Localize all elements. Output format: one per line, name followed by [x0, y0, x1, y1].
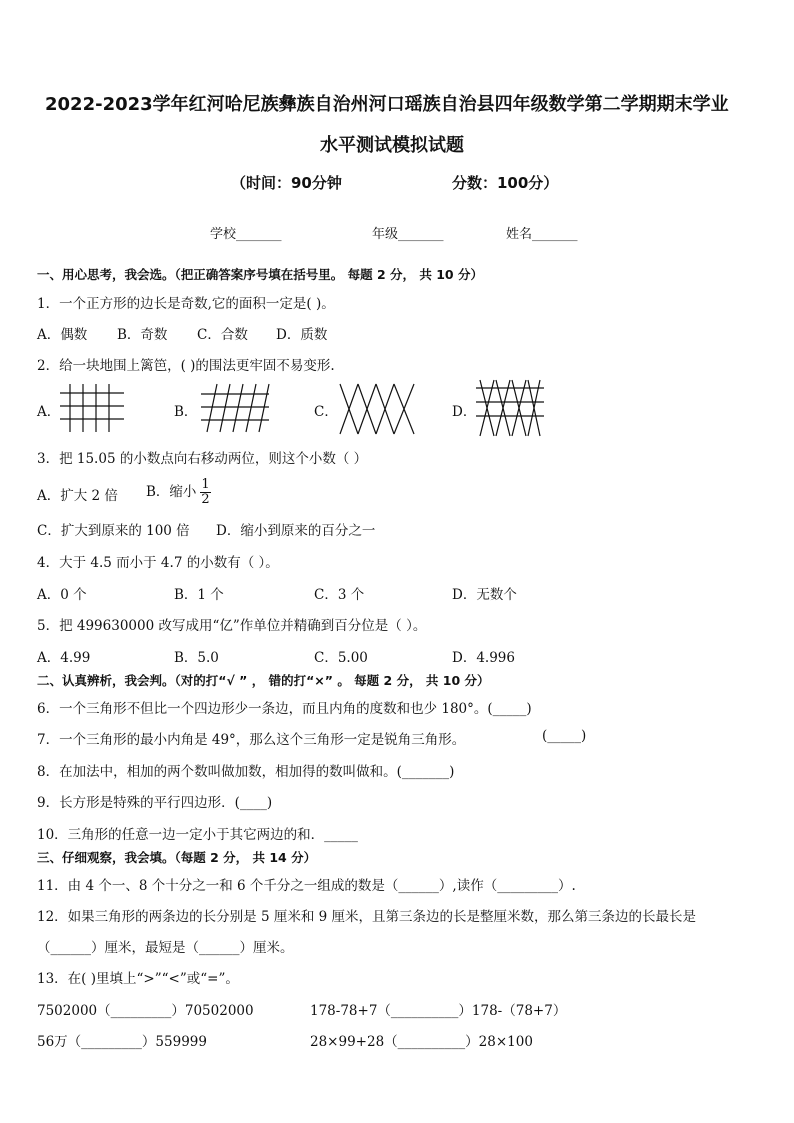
question-4: 4．大于 4.5 而小于 4.7 的小数有（ ）。 — [37, 555, 279, 571]
q1-option-b: B．奇数 — [117, 327, 168, 343]
grade-field: 年级_______ — [372, 227, 444, 242]
school-field: 学校_______ — [210, 227, 282, 242]
q2-option-a: A． — [37, 404, 61, 420]
question-1: 1．一个正方形的边长是奇数,它的面积一定是( )。 — [37, 296, 335, 312]
exam-score: 分数：100分） — [452, 174, 559, 192]
q1-option-c: C．合数 — [197, 327, 248, 343]
q5-option-c: C．5.00 — [314, 650, 368, 666]
question-12-line1: 12．如果三角形的两条边的长分别是 5 厘米和 9 厘米，且第三条边的长是整厘米数，那么第三条边的长最长是 — [37, 909, 697, 925]
fraction-one-half — [200, 478, 210, 507]
name-field: 姓名_______ — [506, 227, 578, 242]
square-grid-fence-image — [58, 382, 128, 434]
parallelogram-fence-image — [199, 382, 271, 434]
triangle-fence-image — [474, 378, 546, 438]
section3-heading: 三、仔细观察，我会填。（每题 2 分， 共 14 分） — [37, 850, 317, 865]
q13-row1-right: 178-78+7（__________）178-（78+7） — [310, 1003, 567, 1019]
q7-answer-blank[interactable]: (_____) — [542, 728, 587, 744]
q4-option-c: C．3 个 — [314, 587, 365, 603]
section2-heading: 二、认真辨析，我会判。（对的打“√ ” ， 错的打“×” 。 每题 2 分， 共 10 分） — [37, 673, 490, 688]
fraction-denominator: 2 — [201, 492, 210, 507]
q3-option-a: A．扩大 2 倍 — [37, 488, 118, 504]
q2-option-c: C． — [314, 404, 338, 420]
crossed-diagonal-fence-image — [338, 382, 418, 436]
page-title-line1: 2022-2023学年红河哈尼族彝族自治州河口瑶族自治县四年级数学第二学期期末学业 — [45, 94, 729, 115]
q4-option-b: B．1 个 — [174, 587, 224, 603]
q2-option-d: D． — [452, 404, 477, 420]
q5-option-a: A．4.99 — [37, 650, 91, 666]
question-2: 2．给一块地围上篱笆，( )的围法更牢固不易变形. — [37, 358, 335, 374]
exam-time: （时间：90分钟 — [231, 174, 342, 192]
q13-row2-left: 56万（_________）559999 — [37, 1034, 207, 1050]
q13-row1-left: 7502000（_________）70502000 — [37, 1003, 254, 1019]
question-6: 6．一个三角形不但比一个四边形少一条边，而且内角的度数和也少 180°。(_____) — [37, 701, 532, 717]
question-7: 7．一个三角形的最小内角是 49°，那么这个三角形一定是锐角三角形。 — [37, 732, 466, 748]
q5-option-b: B．5.0 — [174, 650, 219, 666]
q3-option-c: C．扩大到原来的 100 倍 — [37, 523, 190, 539]
q4-option-a: A．0 个 — [37, 587, 87, 603]
q4-option-d: D．无数个 — [452, 587, 517, 603]
q2-option-b: B． — [174, 404, 198, 420]
q13-row2-right: 28×99+28（__________）28×100 — [310, 1034, 533, 1050]
question-5: 5．把 499630000 改写成用“亿”作单位并精确到百分位是（ ）。 — [37, 618, 427, 634]
question-8: 8．在加法中，相加的两个数叫做加数，相加得的数叫做和。(_______) — [37, 764, 455, 780]
page-title-line2: 水平测试模拟试题 — [320, 135, 464, 156]
question-3: 3．把 15.05 的小数点向右移动两位，则这个小数（ ） — [37, 451, 368, 467]
question-11: 11．由 4 个一、8 个十分之一和 6 个千分之一组成的数是（______）,读作（_________）. — [37, 878, 576, 894]
q1-option-d: D．质数 — [276, 327, 328, 343]
fraction-numerator: 1 — [201, 477, 210, 492]
q3-option-b-label: B．缩小 — [146, 484, 197, 500]
q3-option-b — [146, 478, 211, 507]
q1-option-a: A．偶数 — [37, 327, 88, 343]
q5-option-d: D．4.996 — [452, 650, 515, 666]
section1-heading: 一、用心思考，我会选。（把正确答案序号填在括号里。 每题 2 分， 共 10 分） — [37, 267, 483, 282]
question-12-line2: （______）厘米，最短是（______）厘米。 — [37, 940, 294, 956]
question-13: 13．在( )里填上“>”“<”或“=”。 — [37, 971, 239, 987]
question-9: 9．长方形是特殊的平行四边形．(____) — [37, 795, 273, 811]
question-10: 10．三角形的任意一边一定小于其它两边的和．_____ — [37, 827, 358, 843]
q3-option-d: D．缩小到原来的百分之一 — [216, 523, 376, 539]
